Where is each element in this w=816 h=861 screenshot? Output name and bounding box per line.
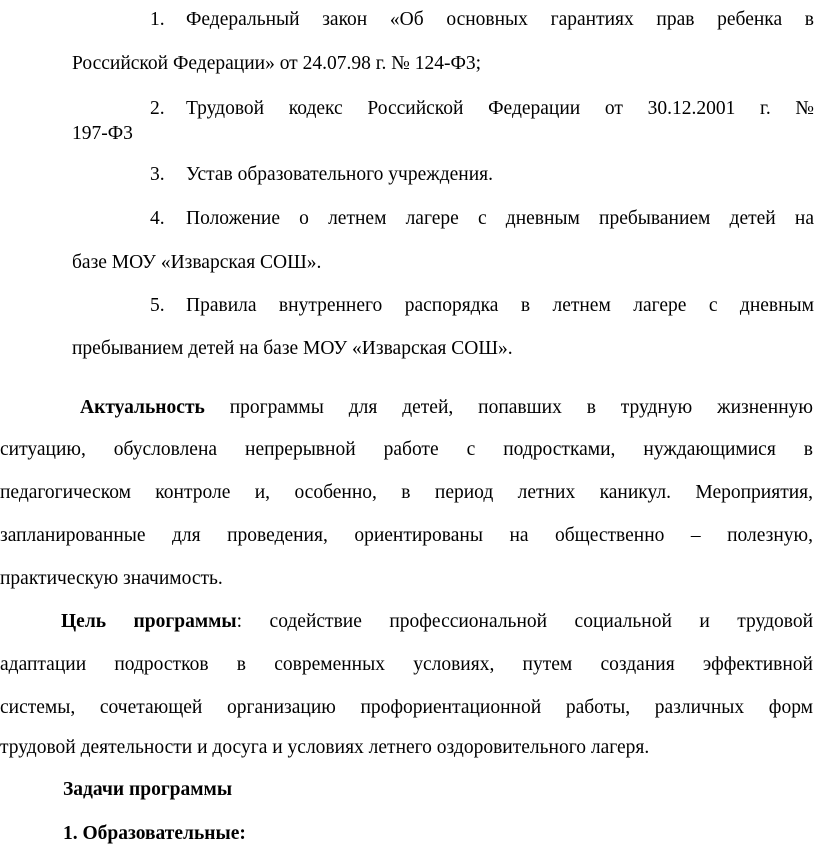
list-number: 3.	[150, 164, 165, 185]
relevance-line: запланированные для проведения, ориентированы на общественно – полезную,	[0, 525, 813, 546]
list-item-1-cont: Российской Федерации» от 24.07.98 г. № 124-Ф3;	[72, 53, 482, 74]
list-number: 2.	[150, 98, 165, 119]
list-item-4	[150, 207, 814, 231]
list-text: Правила внутреннего распорядка в летнем лагере с дневным	[186, 295, 814, 316]
goal-line: адаптации подростков в современных условиях, путем создания эффективной	[0, 654, 813, 675]
relevance-line: педагогическом контроле и, особенно, в период летних каникул. Мероприятия,	[0, 482, 813, 503]
goal-line: трудовой деятельности и досуга и условиях летнего оздоровительного лагеря.	[0, 737, 650, 758]
list-item-2	[150, 97, 814, 121]
list-item-5	[150, 294, 814, 318]
relevance-first-line	[80, 396, 813, 420]
goal-first-line	[61, 610, 813, 634]
goal-text: : содействие профессиональной социальной и трудовой	[236, 611, 813, 632]
relevance-line: ситуацию, обусловлена непрерывной работе с подростками, нуждающимися в	[0, 439, 813, 460]
list-item-1	[150, 8, 814, 32]
goal-label: Цель программы	[61, 611, 237, 632]
list-text: Федеральный закон «Об основных гарантиях прав ребенка в	[186, 9, 814, 30]
list-item-4-cont: базе МОУ «Изварская СОШ».	[72, 252, 322, 273]
tasks-heading: Задачи программы	[63, 779, 233, 800]
list-text: Трудовой кодекс Российской Федерации от 30.12.2001 г. №	[186, 98, 814, 119]
list-number: 4.	[150, 208, 165, 229]
educational-heading: 1. Образовательные:	[63, 823, 246, 844]
list-item-3	[150, 163, 493, 187]
list-number: 1.	[150, 9, 165, 30]
list-text: Положение о летнем лагере с дневным пребыванием детей на	[186, 208, 814, 229]
relevance-line: практическую значимость.	[0, 568, 223, 589]
relevance-label: Актуальность	[80, 397, 205, 418]
list-item-5-cont: пребыванием детей на базе МОУ «Изварская СОШ».	[72, 338, 513, 359]
list-text: Устав образовательного учреждения.	[186, 164, 493, 185]
relevance-text: программы для детей, попавших в трудную жизненную	[229, 397, 813, 418]
list-item-2-cont: 197-Ф3	[72, 123, 133, 144]
goal-line: системы, сочетающей организацию профориентационной работы, различных форм	[0, 697, 813, 718]
list-number: 5.	[150, 295, 165, 316]
